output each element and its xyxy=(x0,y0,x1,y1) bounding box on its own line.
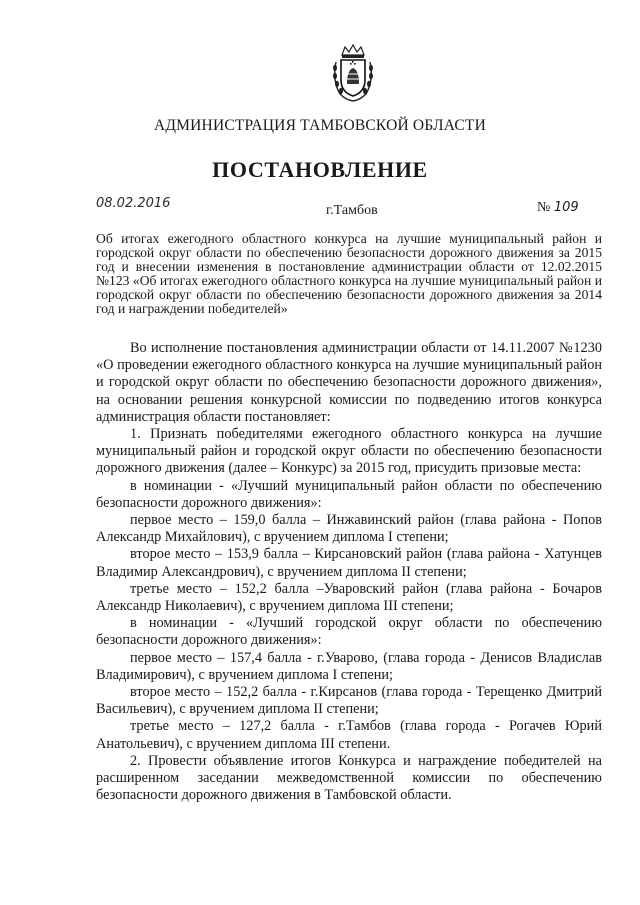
document-type-title: ПОСТАНОВЛЕНИЕ xyxy=(212,157,428,182)
paragraph: второе место – 152,2 балла - г.Кирсанов (глава города - Терещенко Дмитрий Васильевич), с вручением диплома II степени; xyxy=(96,684,602,718)
paragraph: первое место – 159,0 балла – Инжавинский район (глава района - Попов Александр Михайлович), с вручением диплома I степени; xyxy=(96,512,602,546)
paragraph: первое место – 157,4 балла - г.Уварово, (глава города - Денисов Владислав Владимирович), с вручением диплома I степени; xyxy=(96,649,602,683)
agency-title: АДМИНИСТРАЦИЯ ТАМБОВСКОЙ ОБЛАСТИ xyxy=(154,117,486,134)
paragraph: 2. Провести объявление итогов Конкурса и награждение победителей на расширенном заседании межведомственной комиссии по обеспечению безопасности дорожного движения в Тамбовской области. xyxy=(96,752,602,804)
document-city: г.Тамбов xyxy=(326,203,378,218)
number-label: № xyxy=(537,200,551,215)
document-date: 08.02.2016 xyxy=(96,196,171,211)
number-value: 109 xyxy=(553,200,579,215)
paragraph: третье место – 152,2 балла –Уваровский район (глава района - Бочаров Александр Николаевич), с вручением диплома III степени; xyxy=(96,580,602,615)
coat-of-arms-icon xyxy=(330,44,376,102)
paragraph: третье место – 127,2 балла - г.Тамбов (глава города - Рогачев Юрий Анатольевич), с вручением диплома III степени. xyxy=(96,718,602,752)
paragraph: 1. Признать победителями ежегодного областного конкурса на лучшие муниципальный район и городской округ области по обеспечению безопасности дорожного движения (далее – Конкурс) за 2015 год, присудить призовые места: xyxy=(96,426,602,477)
document-body xyxy=(96,340,602,804)
paragraph: Во исполнение постановления администрации области от 14.11.2007 №1230 «О проведении ежегодного областного конкурса на лучшие муниципальный район и городской округ области по обеспечению безопасности дорожного движения», на основании решения конкурсной комиссии по подведению итогов конкурса администрация области постановляет: xyxy=(96,340,602,425)
paragraph: в номинации - «Лучший городской округ области по обеспечению безопасности дорожного движения»: xyxy=(96,615,602,649)
document-subject: Об итогах ежегодного областного конкурса на лучшие муниципальный район и городской округ области по обеспечению безопасности дорожного движения за 2015 год и внесении изменения в постановление администрации области от 12.02.2015 №123 «Об итогах ежегодного областного конкурса на лучшие муниципальный район и городской округ области по обеспечению безопасности дорожного движения за 2014 год и награждении победителей» xyxy=(96,231,602,316)
document-number xyxy=(537,200,579,216)
paragraph: в номинации - «Лучший муниципальный район области по обеспечению безопасности дорожного движения»: xyxy=(96,477,602,511)
paragraph: второе место – 153,9 балла – Кирсановский район (глава района - Хатунцев Владимир Александрович), с вручением диплома II степени; xyxy=(96,546,602,580)
